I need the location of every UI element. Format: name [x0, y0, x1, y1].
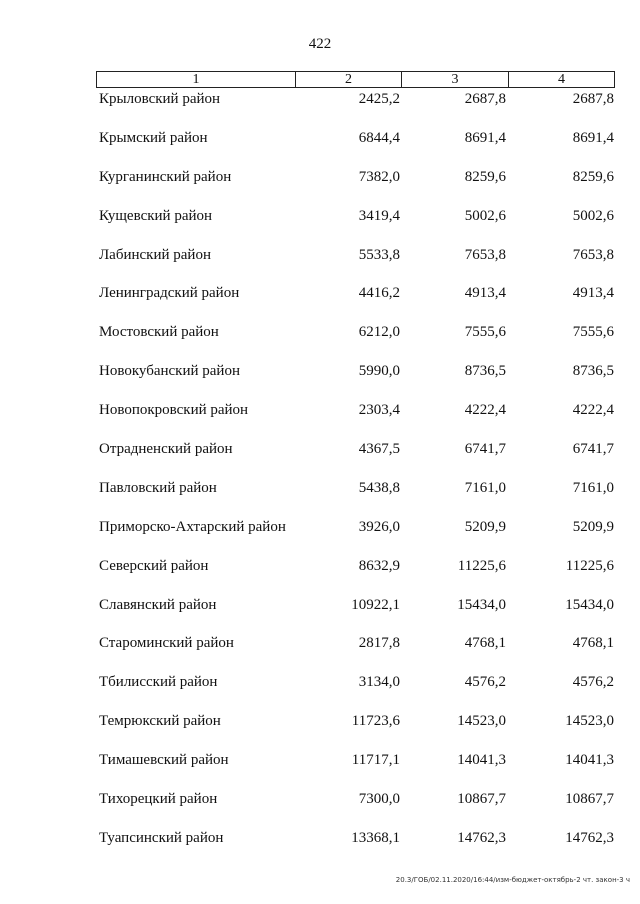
value-col3: 11225,6 [457, 557, 506, 574]
value-col3: 8691,4 [464, 129, 506, 146]
value-col2: 6212,0 [358, 324, 400, 341]
district-name: Ленинградский район [99, 285, 240, 302]
header-cell-col3: 3 [402, 72, 509, 87]
value-col3: 7555,6 [464, 324, 506, 341]
value-col3: 7161,0 [464, 479, 506, 496]
value-col3: 14523,0 [457, 713, 506, 730]
district-name: Курганинский район [99, 168, 232, 185]
value-col4: 4768,1 [572, 635, 614, 652]
value-col4: 8259,6 [572, 168, 614, 185]
table-row [96, 282, 616, 321]
value-col2: 2303,4 [358, 402, 400, 419]
value-col3: 6741,7 [464, 441, 506, 458]
table-row [96, 749, 616, 788]
district-name: Тбилисский район [99, 674, 218, 691]
value-col4: 15434,0 [565, 596, 614, 613]
district-name: Староминский район [99, 635, 234, 652]
table-row [96, 594, 616, 633]
header-cell-col1: 1 [97, 72, 296, 87]
value-col2: 3134,0 [358, 674, 400, 691]
value-col2: 3419,4 [358, 207, 400, 224]
value-col3: 14041,3 [457, 752, 506, 769]
value-col4: 4913,4 [572, 285, 614, 302]
district-name: Славянский район [99, 596, 217, 613]
value-col4: 5209,9 [572, 518, 614, 535]
value-col2: 4367,5 [358, 441, 400, 458]
value-col4: 4222,4 [572, 402, 614, 419]
table-row [96, 710, 616, 749]
table-row [96, 516, 616, 555]
table-row [96, 205, 616, 244]
district-name: Мостовский район [99, 324, 219, 341]
value-col2: 2817,8 [358, 635, 400, 652]
district-name: Павловский район [99, 479, 217, 496]
value-col4: 8691,4 [572, 129, 614, 146]
value-col3: 15434,0 [457, 596, 506, 613]
table-row [96, 166, 616, 205]
value-col3: 10867,7 [457, 791, 506, 808]
value-col2: 5438,8 [358, 479, 400, 496]
value-col3: 7653,8 [464, 246, 506, 263]
value-col4: 11225,6 [565, 557, 614, 574]
table-row [96, 127, 616, 166]
table-row [96, 555, 616, 594]
value-col4: 5002,6 [572, 207, 614, 224]
value-col3: 5002,6 [464, 207, 506, 224]
value-col4: 7555,6 [572, 324, 614, 341]
value-col4: 7161,0 [572, 479, 614, 496]
value-col4: 14762,3 [565, 829, 614, 846]
table-header-row [96, 71, 615, 88]
value-col4: 14523,0 [565, 713, 614, 730]
district-name: Туапсинский район [99, 829, 224, 846]
value-col2: 2425,2 [358, 91, 400, 107]
value-col2: 11723,6 [351, 713, 400, 730]
table-row [96, 632, 616, 671]
table-row [96, 827, 616, 866]
table-body [96, 88, 616, 866]
district-name: Приморско-Ахтарский район [99, 518, 286, 535]
value-col3: 8736,5 [464, 363, 506, 380]
district-name: Кущевский район [99, 207, 213, 224]
value-col4: 4576,2 [572, 674, 614, 691]
value-col2: 10922,1 [351, 596, 400, 613]
value-col3: 4222,4 [464, 402, 506, 419]
value-col4: 7653,8 [572, 246, 614, 263]
value-col3: 5209,9 [464, 518, 506, 535]
page-number: 422 [308, 36, 332, 52]
district-name: Новопокровский район [99, 402, 249, 419]
district-name: Отрадненский район [99, 441, 233, 458]
value-col3: 2687,8 [464, 91, 506, 107]
district-name: Крымский район [99, 129, 208, 146]
table-row [96, 438, 616, 477]
document-footer-stamp: 20.3/ГОБ/02.11.2020/16:44/изм-бюджет-октябрь-2 чт. закон-3 ч [395, 876, 630, 884]
value-col2: 6844,4 [358, 129, 400, 146]
value-col3: 4768,1 [464, 635, 506, 652]
table-row [96, 321, 616, 360]
district-name: Тимашевский район [99, 752, 229, 769]
table-row [96, 360, 616, 399]
value-col4: 8736,5 [572, 363, 614, 380]
district-name: Лабинский район [99, 246, 211, 263]
district-name: Новокубанский район [99, 363, 240, 380]
table-row [96, 244, 616, 283]
value-col3: 8259,6 [464, 168, 506, 185]
table-row [96, 788, 616, 827]
value-col3: 4576,2 [464, 674, 506, 691]
value-col2: 5990,0 [358, 363, 400, 380]
header-cell-col2: 2 [296, 72, 402, 87]
value-col2: 4416,2 [358, 285, 400, 302]
value-col4: 10867,7 [565, 791, 614, 808]
value-col2: 11717,1 [351, 752, 400, 769]
value-col2: 8632,9 [358, 557, 400, 574]
district-name: Тихорецкий район [99, 791, 218, 808]
value-col3: 4913,4 [464, 285, 506, 302]
table-row [96, 477, 616, 516]
value-col2: 7382,0 [358, 168, 400, 185]
value-col2: 3926,0 [358, 518, 400, 535]
district-name: Темрюкский район [99, 713, 221, 730]
value-col2: 7300,0 [358, 791, 400, 808]
district-name: Северский район [99, 557, 209, 574]
table-row [96, 88, 616, 127]
value-col4: 14041,3 [565, 752, 614, 769]
value-col2: 13368,1 [351, 829, 400, 846]
value-col4: 6741,7 [572, 441, 614, 458]
district-name: Крыловский район [99, 91, 221, 107]
value-col4: 2687,8 [572, 91, 614, 107]
table-row [96, 671, 616, 710]
header-cell-col4: 4 [558, 72, 565, 87]
value-col3: 14762,3 [457, 829, 506, 846]
table-row [96, 399, 616, 438]
value-col2: 5533,8 [358, 246, 400, 263]
